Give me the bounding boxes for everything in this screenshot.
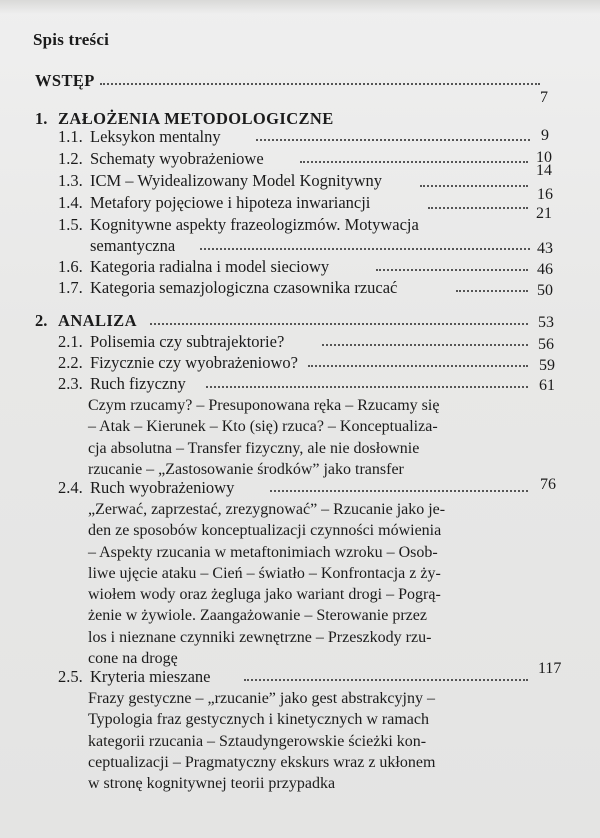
page-number: 50 [537, 282, 553, 299]
toc-entry-1-1 [0, 127, 600, 149]
toc-entry-2-1 [0, 332, 600, 354]
page-number: 14 [536, 162, 552, 179]
description-line: „Zerwać, zaprzestać, zrezygnować” – Rzucanie jako je- [88, 501, 446, 518]
toc-title: Spis treści [33, 30, 110, 49]
description-line: w stronę kognitywnej teorii przypadka [88, 775, 336, 793]
dot-leader [200, 246, 530, 250]
page-number: 76 [540, 476, 556, 493]
section-number: 2.4. [58, 478, 83, 497]
entry-label: Polisemia czy subtrajektorie? [90, 332, 285, 351]
page-number: 16 [537, 186, 553, 203]
toc-entry-2-2 [0, 353, 600, 375]
section-number: 1.2. [58, 149, 83, 168]
section-number: 1.6. [58, 257, 83, 276]
entry-label: Schematy wyobrażeniowe [90, 149, 264, 168]
entry-label: Kategoria semazjologiczna czasownika rzucać [90, 278, 398, 297]
description-line: cja absolutna – Transfer fizyczny, ale nie dosłownie [88, 439, 420, 457]
entry-label: ICM – Wyidealizowany Model Kognitywny [90, 171, 382, 190]
page-number: 9 [541, 127, 549, 144]
dot-leader [308, 363, 528, 367]
dot-leader [376, 267, 528, 271]
chapter-number: 2. [35, 311, 48, 330]
toc-entry-1-7 [0, 278, 600, 300]
toc-entry-1-3 [0, 162, 600, 193]
section-number: 1.4. [58, 193, 83, 212]
dot-leader [420, 183, 528, 187]
dot-leader [244, 677, 528, 681]
section-number: 1.5. [58, 215, 83, 234]
section-number: 2.3. [58, 374, 83, 393]
description-line: żenie w żywiole. Zaangażowanie – Sterowanie przez [88, 607, 427, 625]
page-number: 21 [536, 205, 552, 222]
entry-label: Ruch fizyczny [90, 374, 186, 393]
description-line: Frazy gestyczne – „rzucanie” jako gest abstrakcyjny – [88, 690, 435, 707]
entry-label: Leksykon mentalny [90, 127, 221, 146]
toc-entry-1-6 [0, 257, 600, 279]
section-2-5-description [88, 688, 550, 794]
entry-label: Kognitywne aspekty frazeologizmów. Motywacja [90, 215, 419, 234]
toc-entry-1-2 [0, 149, 600, 171]
description-line: kategorii rzucania – Sztaudyngerowskie ścieżki kon- [88, 732, 427, 750]
dot-leader [206, 384, 528, 388]
section-2-3-description [88, 395, 550, 480]
toc-entry-1-4 [0, 186, 600, 215]
toc-entry-1-5-cont [0, 236, 600, 258]
description-line: los i nieznane czynniki zewnętrzne – Przeszkody rzu- [88, 628, 432, 646]
description-line: rzucanie – „Zastosowanie środków” jako transfer [88, 460, 404, 478]
description-line: cone na drogę [88, 650, 178, 668]
section-2-4-description [88, 499, 550, 669]
dot-leader [100, 81, 540, 85]
section-number: 1.3. [58, 171, 83, 190]
page-number: 56 [538, 336, 554, 353]
entry-label: Kategoria radialna i model sieciowy [90, 257, 330, 276]
section-number: 1.1. [58, 127, 83, 146]
dot-leader [428, 205, 528, 209]
description-line: – Aspekty rzucania w metaftonimiach wzroku – Osob- [88, 543, 438, 561]
dot-leader [322, 342, 528, 346]
entry-label: ZAŁOŻENIA METODOLOGICZNE [58, 109, 334, 128]
description-line: den ze sposobów konceptualizacji czynności mówienia [88, 522, 442, 540]
entry-label-continued: semantyczna [90, 236, 176, 255]
section-number: 1.7. [58, 278, 83, 297]
page-number: 10 [536, 149, 552, 166]
dot-leader [300, 159, 528, 163]
entry-label: ANALIZA [58, 311, 137, 330]
section-number: 2.5. [58, 667, 83, 686]
page-number: 59 [539, 357, 555, 374]
toc-entry-chapter-2 [0, 311, 600, 333]
page-number: 117 [538, 660, 562, 677]
page-number: 46 [537, 261, 553, 278]
page-number: 7 [540, 89, 548, 106]
page-number: 43 [537, 240, 553, 257]
description-line: Typologia fraz gestycznych i kinetycznych w ramach [88, 711, 429, 729]
toc-entry-wstep [0, 71, 600, 106]
section-number: 2.2. [58, 353, 83, 372]
entry-label: Fizycznie czy wyobrażeniowo? [90, 353, 298, 372]
dot-leader [456, 288, 528, 292]
page-top-edge [0, 0, 600, 14]
dot-leader [270, 488, 528, 492]
description-line: wiołem wody oraz żegluga jako wariant drogi – Pogrą- [88, 586, 441, 604]
dot-leader [150, 321, 528, 325]
entry-label: WSTĘP [35, 71, 95, 90]
page-number: 53 [538, 314, 554, 331]
description-line: Czym rzucamy? – Presuponowana ręka – Rzucamy się [88, 397, 440, 414]
toc-entry-2-3 [0, 374, 600, 396]
description-line: ceptualizacji – Pragmatyczny ekskurs wraz z ukłonem [88, 753, 436, 771]
chapter-number: 1. [35, 109, 48, 128]
description-line: – Atak – Kierunek – Kto (się) rzuca? – Konceptualiza- [88, 418, 438, 436]
entry-label: Ruch wyobrażeniowy [90, 478, 235, 497]
entry-label: Metafory pojęciowe i hipoteza inwariancji [90, 193, 371, 212]
toc-entry-2-5 [0, 660, 600, 689]
description-line: liwe ujęcie ataku – Cień – światło – Konfrontacja z ży- [88, 564, 441, 582]
page-number: 61 [539, 377, 555, 394]
section-number: 2.1. [58, 332, 83, 351]
toc-entry-1-5 [0, 205, 600, 237]
toc-entry-2-4 [0, 478, 600, 500]
dot-leader [256, 137, 530, 141]
entry-label: Kryteria mieszane [90, 667, 211, 686]
